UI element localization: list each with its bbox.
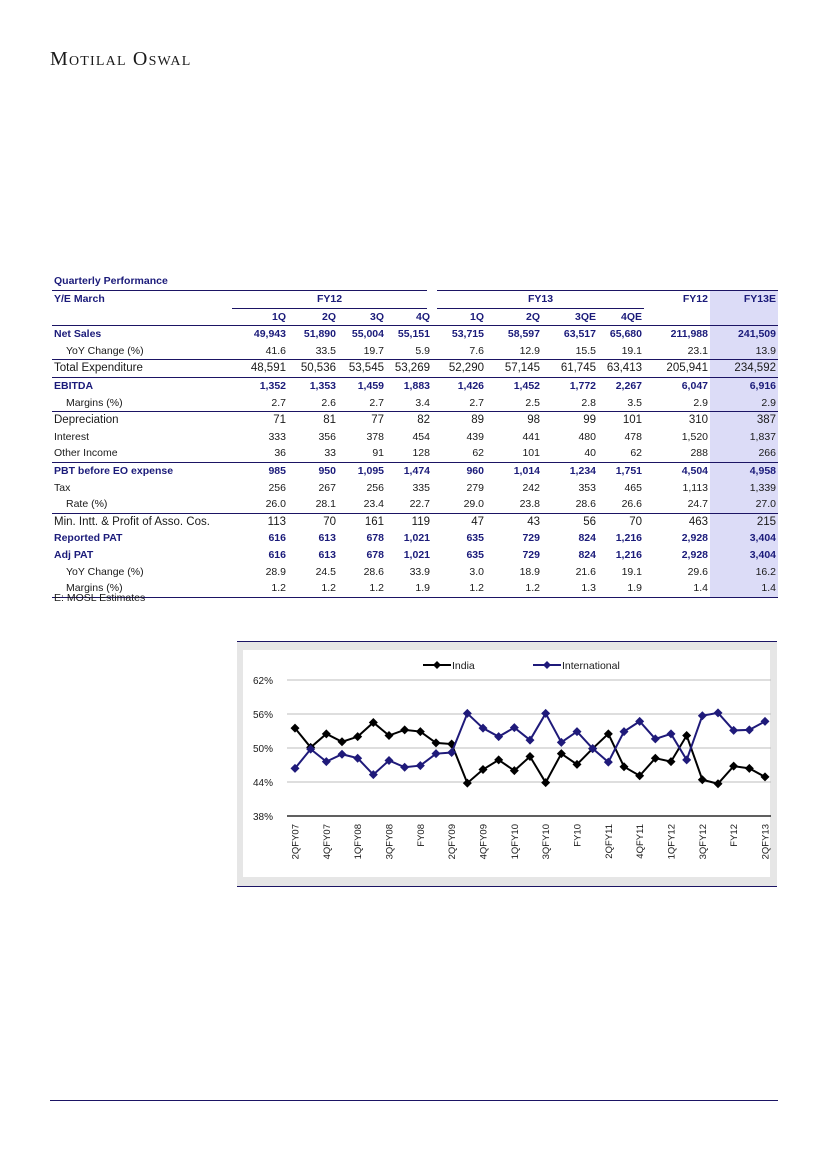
quarterly-performance-table <box>52 290 778 598</box>
cell-value: 12.9 <box>519 344 540 357</box>
data-point-international <box>400 763 409 772</box>
cell-value: 387 <box>710 412 778 429</box>
data-point-international <box>745 725 754 734</box>
col-header: 3Q <box>369 310 384 323</box>
row-label: Tax <box>54 481 71 494</box>
x-tick-label: FY10 <box>572 824 584 847</box>
row-label: Rate (%) <box>66 498 108 511</box>
row-label: EBITDA <box>52 377 232 394</box>
cell-value: 41.6 <box>265 344 286 357</box>
ye-march-label: Y/E March <box>54 293 105 306</box>
legend-marker-india <box>433 661 441 669</box>
cell-value: 1,352 <box>232 377 288 394</box>
table-row <box>52 429 778 446</box>
cell-value: 2.9 <box>693 396 708 409</box>
data-point-india <box>541 778 550 787</box>
cell-value: 613 <box>318 548 336 561</box>
cell-value: 729 <box>522 548 540 561</box>
cell-value: 2.8 <box>581 396 596 409</box>
cell-value: 465 <box>624 481 642 494</box>
cell-value: 1,459 <box>338 377 386 394</box>
cell-value: 4,958 <box>710 462 778 479</box>
col-header: 1Q <box>271 310 286 323</box>
table-row <box>52 360 778 378</box>
row-label: YoY Change (%) <box>66 565 144 578</box>
cell-value: 29.0 <box>463 498 484 511</box>
cell-value: 65,680 <box>598 326 644 343</box>
cell-value: 91 <box>372 447 384 460</box>
data-point-international <box>338 750 347 759</box>
chart-plot-panel <box>243 650 770 877</box>
cell-value: 36 <box>274 447 286 460</box>
legend-label-india: India <box>452 660 475 672</box>
cell-value: 1,883 <box>386 377 432 394</box>
cell-value: 1.2 <box>486 580 542 597</box>
row-label: PBT before EO expense <box>52 462 232 479</box>
cell-value: 63,413 <box>598 360 644 378</box>
cell-value: 1,014 <box>486 462 542 479</box>
cell-value: 58,597 <box>486 326 542 343</box>
cell-value: 215 <box>710 513 778 530</box>
x-tick-label: 4QFY09 <box>478 824 490 860</box>
row-label: Interest <box>54 430 90 443</box>
cell-value: 1.9 <box>598 580 644 597</box>
legend-marker-international <box>543 661 551 669</box>
cell-value: 463 <box>644 513 710 530</box>
cell-value: 50,536 <box>288 360 338 378</box>
cell-value: 27.0 <box>710 496 778 513</box>
cell-value: 62 <box>472 447 484 460</box>
cell-value: 52,290 <box>432 360 486 378</box>
row-label: Total Expenditure <box>52 360 232 378</box>
cell-value: 1,474 <box>386 462 432 479</box>
data-point-international <box>761 717 770 726</box>
data-point-india <box>667 757 676 766</box>
cell-value: 279 <box>466 481 484 494</box>
data-point-international <box>667 729 676 738</box>
cell-value: 211,988 <box>644 326 710 343</box>
x-tick-label: 1QFY08 <box>353 824 365 860</box>
cell-value: 62 <box>630 447 642 460</box>
cell-value: 1,021 <box>403 532 430 545</box>
table-row <box>52 377 778 394</box>
cell-value: 1.9 <box>386 580 432 597</box>
table-row <box>52 395 778 412</box>
cell-value: 1.4 <box>710 580 778 597</box>
x-tick-label: 3QFY12 <box>697 824 709 860</box>
table-row <box>52 530 778 547</box>
cell-value: 15.5 <box>575 344 596 357</box>
cell-value: 613 <box>318 532 336 545</box>
cell-value: 378 <box>366 430 384 443</box>
table-row <box>52 564 778 581</box>
cell-value: 1,216 <box>615 532 642 545</box>
cell-value: 23.8 <box>519 498 540 511</box>
cell-value: 161 <box>338 513 386 530</box>
x-tick-label: 1QFY10 <box>509 824 521 860</box>
cell-value: 119 <box>386 513 432 530</box>
col-header: 2Q <box>321 310 336 323</box>
row-label: YoY Change (%) <box>66 344 144 357</box>
cell-value: 23.4 <box>363 498 384 511</box>
cell-value: 89 <box>432 412 486 429</box>
cell-value: 678 <box>366 532 384 545</box>
data-point-india <box>698 775 707 784</box>
y-tick-label: 44% <box>253 778 274 789</box>
cell-value: 3.5 <box>627 396 642 409</box>
cell-value: 98 <box>486 412 542 429</box>
cell-value: 19.7 <box>363 344 384 357</box>
footer-divider <box>50 1100 778 1101</box>
cell-value: 33.5 <box>315 344 336 357</box>
cell-value: 2.7 <box>369 396 384 409</box>
cell-value: 28.6 <box>575 498 596 511</box>
cell-value: 33 <box>324 447 336 460</box>
col-fy12-annual: FY12 <box>682 293 708 306</box>
cell-value: 3.0 <box>469 565 484 578</box>
col-header: 2Q <box>525 310 540 323</box>
cell-value: 1.2 <box>288 580 338 597</box>
cell-value: 13.9 <box>710 343 778 360</box>
cell-value: 55,151 <box>386 326 432 343</box>
cell-value: 18.9 <box>519 565 540 578</box>
cell-value: 49,943 <box>232 326 288 343</box>
cell-value: 2.6 <box>321 396 336 409</box>
table-row <box>52 326 778 343</box>
cell-value: 61,745 <box>542 360 598 378</box>
col-header: 4Q <box>415 310 430 323</box>
cell-value: 48,591 <box>232 360 288 378</box>
cell-value: 1,452 <box>486 377 542 394</box>
cell-value: 21.6 <box>575 565 596 578</box>
table-row <box>52 343 778 360</box>
cell-value: 616 <box>268 532 286 545</box>
x-tick-label: 4QFY11 <box>635 824 647 859</box>
table-row <box>52 480 778 497</box>
cell-value: 128 <box>412 447 430 460</box>
estimates-note: E: MOSL Estimates <box>54 592 146 604</box>
cell-value: 1.2 <box>432 580 486 597</box>
cell-value: 1,095 <box>338 462 386 479</box>
blank-cell <box>644 308 710 326</box>
cell-value: 2,928 <box>681 548 708 561</box>
cell-value: 1,837 <box>710 429 778 446</box>
col-fy13e-annual: FY13E <box>710 291 778 309</box>
cell-value: 1.4 <box>644 580 710 597</box>
table-row <box>52 412 778 429</box>
table-row <box>52 445 778 462</box>
legend-label-international: International <box>562 660 620 672</box>
cell-value: 256 <box>366 481 384 494</box>
table-row <box>52 580 778 597</box>
cell-value: 23.1 <box>687 344 708 357</box>
cell-value: 40 <box>584 447 596 460</box>
cell-value: 335 <box>412 481 430 494</box>
row-label: Net Sales <box>52 326 232 343</box>
group-fy13-quarters: FY13 <box>432 291 644 309</box>
cell-value: 101 <box>522 447 540 460</box>
data-point-india <box>620 762 629 771</box>
cell-value: 24.5 <box>315 565 336 578</box>
cell-value: 55,004 <box>338 326 386 343</box>
cell-value: 205,941 <box>644 360 710 378</box>
cell-value: 441 <box>522 430 540 443</box>
data-point-international <box>682 755 691 764</box>
group-fy12-quarters: FY12 <box>232 291 432 309</box>
row-label: Other Income <box>54 447 118 460</box>
cell-value: 6,047 <box>644 377 710 394</box>
cell-value: 234,592 <box>710 360 778 378</box>
row-label: Margins (%) <box>52 580 232 597</box>
cell-value: 1.2 <box>232 580 288 597</box>
cell-value: 985 <box>232 462 288 479</box>
cell-value: 70 <box>288 513 338 530</box>
cell-value: 33.9 <box>409 565 430 578</box>
cell-value: 824 <box>578 548 596 561</box>
row-label: Min. Intt. & Profit of Asso. Cos. <box>52 513 232 530</box>
cell-value: 53,269 <box>386 360 432 378</box>
cell-value: 47 <box>432 513 486 530</box>
cell-value: 19.1 <box>621 344 642 357</box>
data-point-india <box>400 725 409 734</box>
cell-value: 43 <box>486 513 542 530</box>
y-tick-label: 56% <box>253 710 274 721</box>
cell-value: 3,404 <box>710 547 778 564</box>
cell-value: 2,267 <box>598 377 644 394</box>
cell-value: 113 <box>232 513 288 530</box>
cell-value: 1,426 <box>432 377 486 394</box>
x-tick-label: FY12 <box>729 824 741 847</box>
quarter-header-row <box>52 308 778 326</box>
cell-value: 288 <box>690 447 708 460</box>
cell-value: 82 <box>386 412 432 429</box>
data-point-india <box>745 764 754 773</box>
cell-value: 480 <box>578 430 596 443</box>
cell-value: 1,520 <box>681 430 708 443</box>
cell-value: 81 <box>288 412 338 429</box>
cell-value: 256 <box>268 481 286 494</box>
cell-value: 960 <box>432 462 486 479</box>
cell-value: 2.9 <box>710 395 778 412</box>
cell-value: 22.7 <box>409 498 430 511</box>
cell-value: 635 <box>466 532 484 545</box>
cell-value: 16.2 <box>710 564 778 581</box>
data-point-india <box>761 772 770 781</box>
data-point-india <box>682 731 691 740</box>
table-title: Quarterly Performance <box>54 275 168 287</box>
cell-value: 2.5 <box>525 396 540 409</box>
col-header: 1Q <box>469 310 484 323</box>
cell-value: 310 <box>644 412 710 429</box>
row-label: Reported PAT <box>54 532 123 545</box>
x-tick-label: 2QFY13 <box>760 824 772 860</box>
x-tick-label: 2QFY09 <box>447 824 459 860</box>
cell-value: 57,145 <box>486 360 542 378</box>
y-tick-label: 50% <box>253 744 274 755</box>
cell-value: 4,504 <box>644 462 710 479</box>
group-header-row <box>52 291 778 309</box>
cell-value: 356 <box>318 430 336 443</box>
cell-value: 353 <box>578 481 596 494</box>
cell-value: 99 <box>542 412 598 429</box>
col-header: 4QE <box>620 310 642 323</box>
x-tick-label: 1QFY12 <box>666 824 678 860</box>
line-chart-svg <box>243 650 770 877</box>
data-point-international <box>698 711 707 720</box>
cell-value: 63,517 <box>542 326 598 343</box>
row-label: Margins (%) <box>66 396 123 409</box>
cell-value: 1.2 <box>338 580 386 597</box>
y-tick-label: 38% <box>253 812 274 823</box>
cell-value: 70 <box>598 513 644 530</box>
table-row <box>52 496 778 513</box>
cell-value: 51,890 <box>288 326 338 343</box>
x-tick-label: 3QFY10 <box>541 824 553 860</box>
cell-value: 3,404 <box>710 530 778 547</box>
row-label: Depreciation <box>52 412 232 429</box>
cell-value: 1,751 <box>598 462 644 479</box>
cell-value: 28.6 <box>363 565 384 578</box>
cell-value: 242 <box>522 481 540 494</box>
x-tick-label: 3QFY08 <box>384 824 396 860</box>
cell-value: 439 <box>466 430 484 443</box>
cell-value: 53,545 <box>338 360 386 378</box>
cell-value: 1,216 <box>615 548 642 561</box>
cell-value: 678 <box>366 548 384 561</box>
cell-value: 24.7 <box>687 498 708 511</box>
cell-value: 53,715 <box>432 326 486 343</box>
table-row <box>52 462 778 479</box>
cell-value: 1,353 <box>288 377 338 394</box>
cell-value: 267 <box>318 481 336 494</box>
x-tick-label: 2QFY11 <box>603 824 615 859</box>
cell-value: 1,339 <box>710 480 778 497</box>
data-point-international <box>494 732 503 741</box>
cell-value: 29.6 <box>687 565 708 578</box>
cell-value: 454 <box>412 430 430 443</box>
company-logo: Motilal Oswal <box>50 48 192 70</box>
cell-value: 1,021 <box>403 548 430 561</box>
x-tick-label: FY08 <box>415 824 427 847</box>
cell-value: 71 <box>232 412 288 429</box>
cell-value: 950 <box>288 462 338 479</box>
cell-value: 26.6 <box>621 498 642 511</box>
table-row <box>52 547 778 564</box>
data-point-international <box>541 709 550 718</box>
data-point-india <box>338 737 347 746</box>
col-header: 3QE <box>574 310 596 323</box>
cell-value: 729 <box>522 532 540 545</box>
blank-cell <box>710 308 778 326</box>
x-tick-label: 4QFY07 <box>321 824 333 860</box>
cell-value: 2.7 <box>271 396 286 409</box>
blank-cell <box>52 308 232 326</box>
cell-value: 3.4 <box>415 396 430 409</box>
cell-value: 6,916 <box>710 377 778 394</box>
y-tick-label: 62% <box>253 676 274 687</box>
cell-value: 1,772 <box>542 377 598 394</box>
cell-value: 2,928 <box>681 532 708 545</box>
cell-value: 333 <box>268 430 286 443</box>
cell-value: 5.9 <box>415 344 430 357</box>
cell-value: 241,509 <box>710 326 778 343</box>
cell-value: 26.0 <box>265 498 286 511</box>
cell-value: 478 <box>624 430 642 443</box>
cell-value: 7.6 <box>469 344 484 357</box>
cell-value: 77 <box>338 412 386 429</box>
cell-value: 56 <box>542 513 598 530</box>
cell-value: 101 <box>598 412 644 429</box>
cell-value: 2.7 <box>469 396 484 409</box>
cell-value: 1.3 <box>542 580 598 597</box>
cell-value: 1,234 <box>542 462 598 479</box>
cell-value: 266 <box>710 445 778 462</box>
cell-value: 28.9 <box>265 565 286 578</box>
cell-value: 616 <box>268 548 286 561</box>
cell-value: 1,113 <box>682 481 708 494</box>
cell-value: 28.1 <box>315 498 336 511</box>
row-label: Adj PAT <box>54 548 94 561</box>
cell-value: 635 <box>466 548 484 561</box>
cell-value: 19.1 <box>621 565 642 578</box>
x-tick-label: 2QFY07 <box>290 824 302 860</box>
table-row <box>52 513 778 530</box>
india-international-chart <box>237 641 777 887</box>
cell-value: 824 <box>578 532 596 545</box>
